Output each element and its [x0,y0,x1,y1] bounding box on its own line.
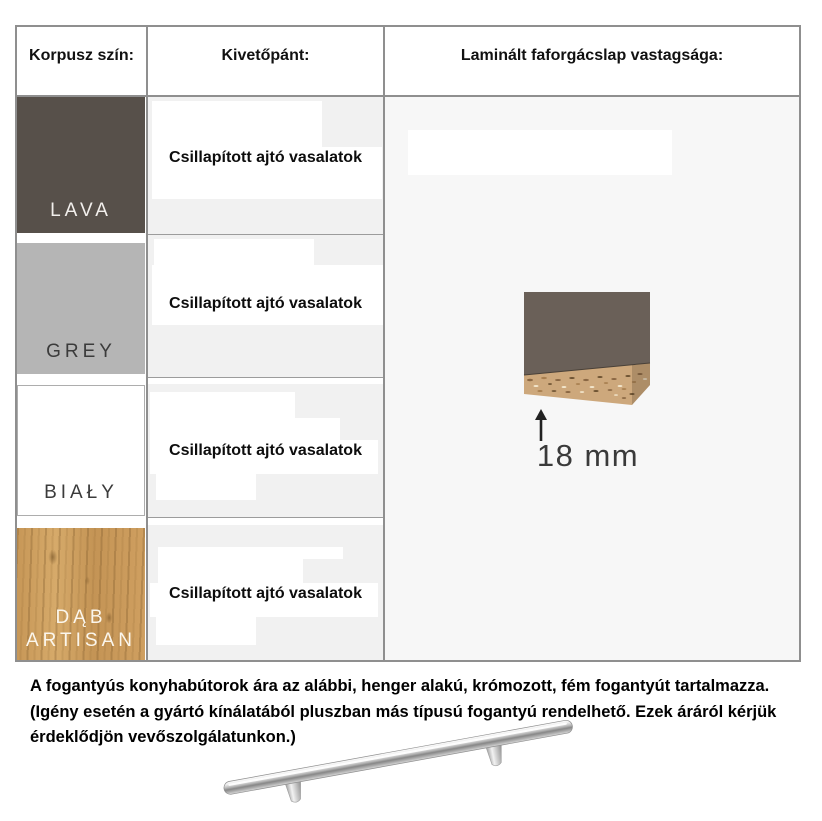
spec-table [15,25,801,662]
white-patch [156,474,256,500]
hinge-cell-bialy [148,384,383,517]
swatch-bialy [17,385,145,516]
swatch-label: GREY [46,341,116,363]
hinge-label: Csillapított ajtó vasalatok [169,149,362,166]
handle-note-line1: A fogantyús konyhabútorok ára az alábbi, henger alakú, krómozott, fém fogantyút tartalmazza. [30,677,770,695]
column-divider [383,27,385,660]
hinge-cell-grey [148,235,383,377]
white-patch [150,392,295,420]
hinge-label: Csillapított ajtó vasalatok [169,442,362,459]
chrome-handle-image [210,714,595,814]
white-patch [158,547,343,559]
hinge-label: Csillapított ajtó vasalatok [169,585,362,602]
swatch-label: BIAŁY [44,482,118,504]
white-patch [154,239,314,267]
header-korpusz-szin: Korpusz szín: [29,47,134,64]
white-patch [152,101,322,151]
white-patch [156,617,256,645]
column-divider [146,27,148,660]
swatch-lava [17,97,145,233]
hinge-label: Csillapított ajtó vasalatok [169,295,362,312]
swatch-label: DĄB ARTISAN [25,606,136,652]
swatch-grey [17,243,145,374]
header-kivetopant: Kivetőpánt: [221,47,310,64]
white-patch [408,130,672,175]
thickness-cell [385,97,799,660]
swatch-label: LAVA [50,200,112,222]
header-vastagsag: Laminált faforgácslap vastagsága: [460,47,724,64]
hinge-cell-dab-artisan [148,525,383,660]
handle-note-line2: (Igény esetén a gyártó kínálatából pluszban más típusú fogantyú rendelhető. Ezek áráról kérjük érdeklődjön vevőszolgálatunkon.) [30,702,777,746]
white-patch [158,559,303,585]
chipboard-cross-section-image [520,290,660,415]
thickness-label: 18 mm [536,438,640,473]
swatch-dab-artisan [17,528,145,660]
white-patch [150,418,340,442]
hinge-cell-lava [148,97,383,234]
